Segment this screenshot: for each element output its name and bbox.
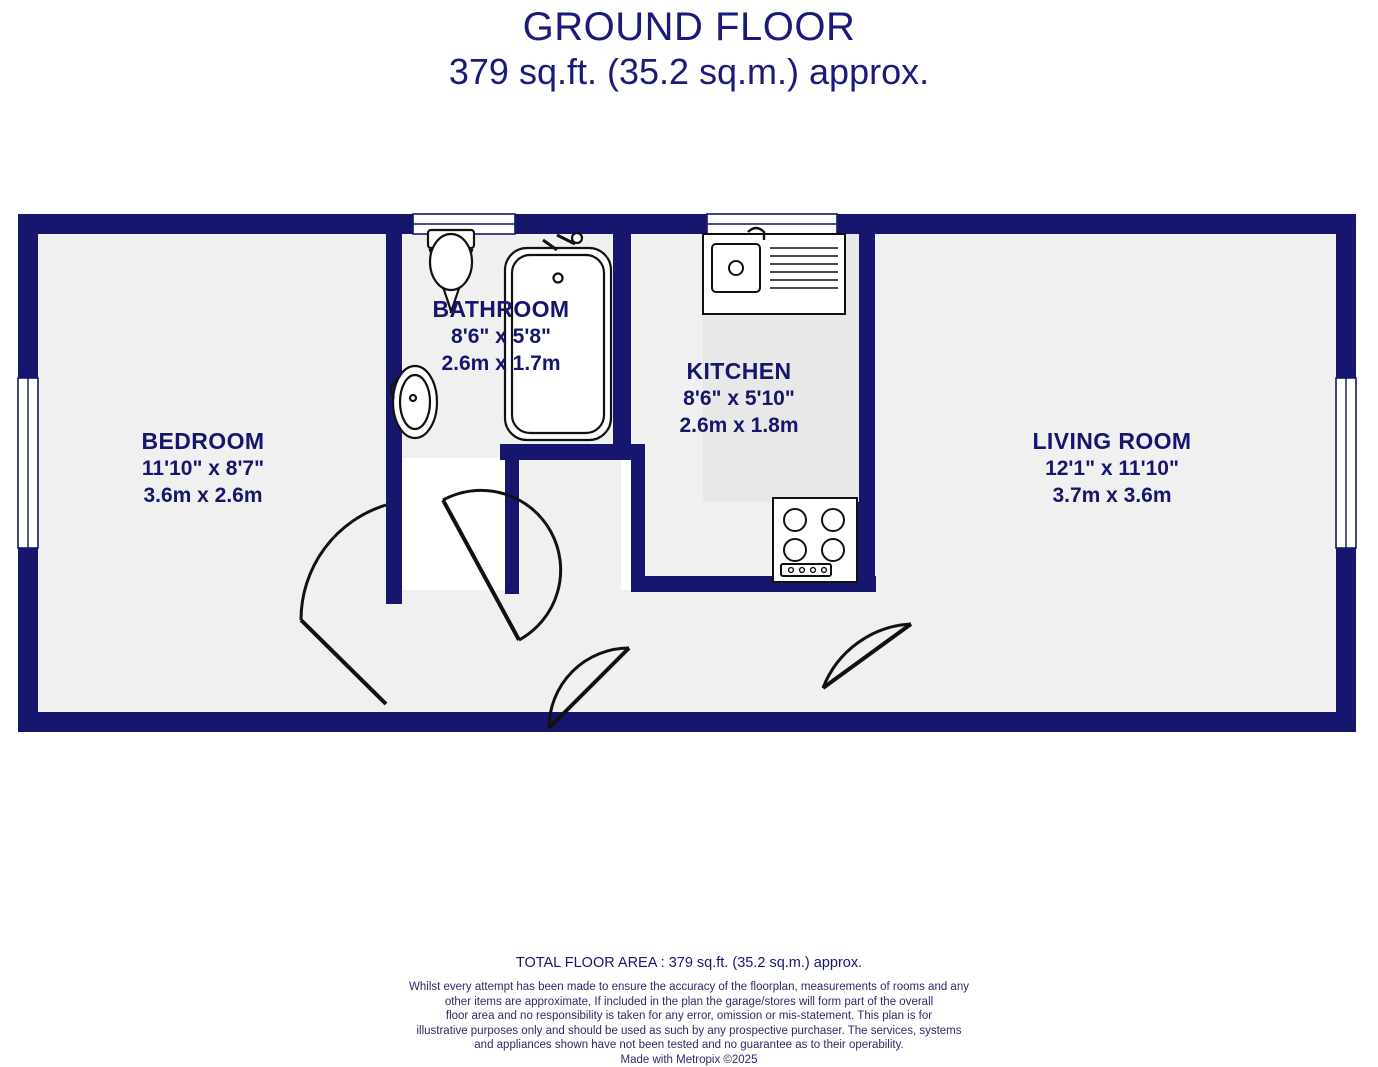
room-label-living-room	[932, 428, 1292, 509]
footer	[0, 955, 1378, 1067]
cooker-icon	[773, 498, 857, 582]
bathroom-dim-metric: 2.6m x 1.7m	[351, 350, 651, 377]
bathroom-name: BATHROOM	[351, 296, 651, 323]
page-title: GROUND FLOOR	[0, 4, 1378, 50]
living-room-dim-metric: 3.7m x 3.6m	[932, 482, 1292, 509]
living-room-name: LIVING ROOM	[932, 428, 1292, 455]
made-with-credit: Made with Metropix ©2025	[0, 1053, 1378, 1067]
disclaimer-line-4: illustrative purposes only and should be used as such by any prospective purchaser. The services, systems	[0, 1024, 1378, 1039]
living-room-dim-imperial: 12'1" x 11'10"	[932, 455, 1292, 482]
floorplan-diagram	[0, 200, 1378, 760]
kitchen-name: KITCHEN	[589, 358, 889, 385]
bedroom-dim-imperial: 11'10" x 8'7"	[0, 455, 406, 482]
room-label-kitchen	[589, 358, 889, 439]
page-subtitle: 379 sq.ft. (35.2 sq.m.) approx.	[0, 50, 1378, 94]
disclaimer-line-5: and appliances shown have not been tested and no guarantee as to their operability.	[0, 1038, 1378, 1053]
bedroom-dim-metric: 3.6m x 2.6m	[0, 482, 406, 509]
wall-bathroom-bottom	[500, 444, 631, 460]
room-label-bedroom	[0, 428, 406, 509]
total-floor-area: TOTAL FLOOR AREA : 379 sq.ft. (35.2 sq.m.) approx.	[0, 955, 1378, 971]
hall-floor	[386, 590, 876, 728]
page-title-block	[0, 4, 1378, 94]
wall-kitchen-left	[631, 444, 645, 590]
disclaimer-line-2: other items are approximate, If included in the plan the garage/stores will form part of the overall	[0, 995, 1378, 1010]
disclaimer-line-1: Whilst every attempt has been made to ensure the accuracy of the floorplan, measurements of rooms and any	[0, 980, 1378, 995]
bathroom-dim-imperial: 8'6" x 5'8"	[351, 323, 651, 350]
bedroom-name: BEDROOM	[0, 428, 406, 455]
hall-floor-upper	[511, 440, 621, 600]
disclaimer-line-3: floor area and no responsibility is taken for any error, omission or mis-statement. This plan is for	[0, 1009, 1378, 1024]
wall-hall-left	[505, 444, 519, 594]
kitchen-sink-icon	[703, 228, 845, 314]
kitchen-dim-imperial: 8'6" x 5'10"	[589, 385, 889, 412]
kitchen-dim-metric: 2.6m x 1.8m	[589, 412, 889, 439]
